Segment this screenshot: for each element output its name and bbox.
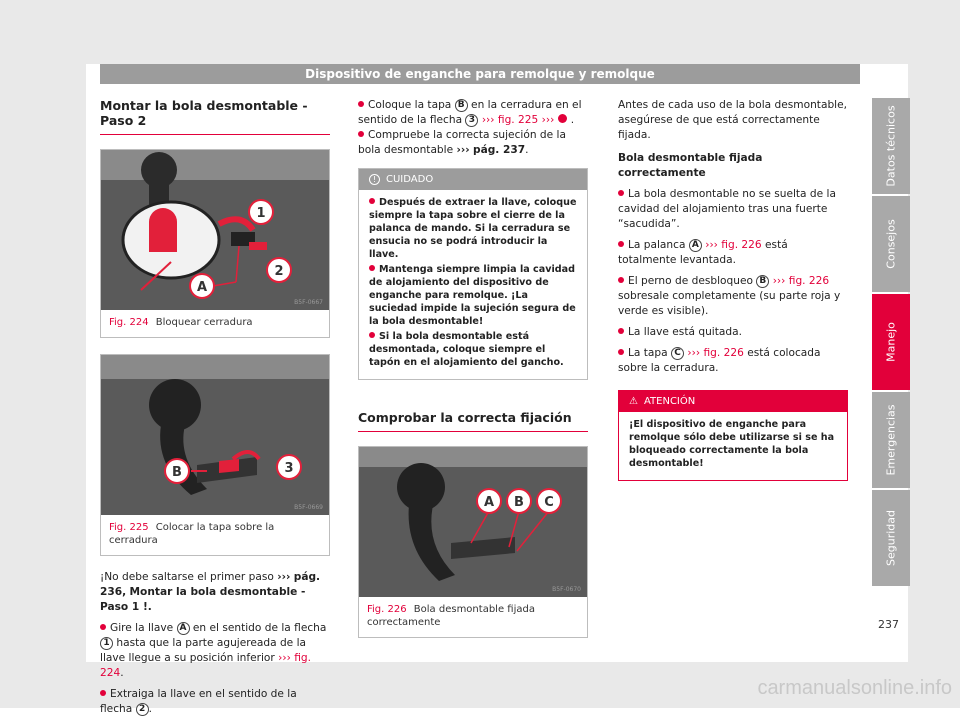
figure-label: Fig. 226 <box>367 604 407 615</box>
text: en la cerradura en el sentido de la flecha <box>358 99 582 126</box>
warning-text: ¡El dispositivo de enganche para remolque sólo debe utilizarse si se ha bloqueado correctamente la bola desmontable! <box>629 419 835 469</box>
tow-hook-check-illustration <box>359 447 587 597</box>
intro-paragraph: Antes de cada uso de la bola desmontable, asegúrese de que está correctamente fijada. <box>618 99 848 141</box>
text: Coloque la tapa <box>368 99 452 111</box>
caution-item <box>369 330 577 369</box>
marker-B: B <box>172 465 182 480</box>
key-marker: B <box>455 99 468 112</box>
key-marker: C <box>671 347 684 360</box>
figure-link[interactable]: fig. 226 <box>788 275 830 287</box>
arrows-icon: ››› <box>481 114 495 126</box>
bullet-icon <box>369 332 375 338</box>
intro-paragraph <box>100 570 330 615</box>
marker-A: A <box>483 495 495 510</box>
figure-225-image <box>101 355 329 515</box>
bullet-icon <box>618 328 624 334</box>
tab-label: Manejo <box>884 322 898 362</box>
text: La bola desmontable no se suelta de la cavidad del alojamiento tras una fuerte “sacudida”. <box>618 188 836 230</box>
arrows-icon: ››› <box>456 144 470 156</box>
figure-caption-text: Bloquear cerradura <box>155 317 253 328</box>
caution-body <box>359 190 587 379</box>
marker-C: C <box>544 495 554 510</box>
bullet-icon <box>618 241 624 247</box>
section-title: Comprobar la correcta fijación <box>358 410 588 432</box>
warning-body <box>619 412 847 480</box>
figure-link[interactable]: fig. 226 <box>703 347 744 359</box>
text: La tapa <box>628 347 668 359</box>
page-link[interactable]: pág. 237 <box>472 144 526 156</box>
page-link[interactable]: pág. 236, <box>100 571 321 598</box>
text: está totalmente levantada. <box>618 239 788 266</box>
tab-label: Emergencias <box>884 404 898 476</box>
caution-box <box>358 168 588 380</box>
step-marker: 3 <box>465 114 478 127</box>
column-2 <box>358 98 588 638</box>
bullet-icon <box>100 624 106 630</box>
list-item <box>618 238 848 268</box>
tab-label: Datos técnicos <box>884 105 898 187</box>
figure-226 <box>358 446 588 638</box>
list-item <box>618 274 848 319</box>
tab-datos-tecnicos[interactable] <box>872 98 910 194</box>
warning-title: ATENCIÓN <box>643 396 696 407</box>
figure-226-image <box>359 447 587 597</box>
figure-224-image <box>101 150 329 310</box>
page-number: 237 <box>878 618 899 631</box>
chapter-tabs <box>872 98 910 588</box>
figure-label: Fig. 224 <box>109 317 149 328</box>
marker-1: 1 <box>256 206 266 221</box>
text: Después de extraer la llave, coloque siempre la tapa sobre el cierre de la palanca de mando. Si la cerradura se ensucia no se podrá introducir la llave. <box>369 197 577 260</box>
text: sobresale completamente (su parte roja y verde es visible). <box>618 290 841 317</box>
text: . <box>148 703 152 715</box>
warning-header <box>619 391 847 412</box>
caution-header <box>359 169 587 190</box>
figure-code: B5F-0669 <box>294 504 323 511</box>
figure-caption <box>359 597 587 637</box>
tow-hook-cap-illustration <box>101 355 329 515</box>
text: Si la bola desmontable está desmontada, coloque siempre el tapón en el alojamiento del gancho. <box>369 331 564 368</box>
text: Mantenga siempre limpia la cavidad de alojamiento del dispositivo de enganche para remolque. ¡La suciedad impide la sujeción segura de la bola desmontable! <box>369 264 576 327</box>
bullet-icon <box>618 190 624 196</box>
list-item: Coloque la tapa B en la cerradura en el sentido de la flecha 3 ››› fig. 225 ››› . <box>358 99 582 126</box>
figure-caption-text: Bola desmontable fijada correctamente <box>367 604 535 628</box>
caution-icon <box>558 114 567 123</box>
figure-225 <box>100 354 330 556</box>
key-marker: A <box>689 239 702 252</box>
text: Extraiga la llave en el sentido de la flecha <box>100 688 297 715</box>
step-marker: 1 <box>100 637 113 650</box>
tab-consejos[interactable] <box>872 196 910 292</box>
list-item <box>618 346 848 376</box>
arrows-icon: ››› <box>705 239 718 251</box>
bullet-icon <box>358 131 364 137</box>
marker-B: B <box>514 495 524 510</box>
bullet-icon <box>369 198 375 204</box>
text: hasta que la parte agujereada de la llave llegue a su posición inferior <box>100 637 307 664</box>
figure-caption <box>101 310 329 337</box>
warning-box <box>618 390 848 481</box>
text: Montar la bola desmontable - Paso 1 !. <box>100 586 306 613</box>
tow-hook-lock-illustration <box>101 150 329 310</box>
key-marker: A <box>177 622 190 635</box>
list-item <box>618 187 848 232</box>
tab-seguridad[interactable] <box>872 490 910 586</box>
bullet-icon <box>358 101 364 107</box>
key-marker: B <box>756 275 769 288</box>
tab-label: Seguridad <box>884 510 898 566</box>
arrows-icon: ››› <box>277 571 291 583</box>
caution-title: CUIDADO <box>386 174 434 185</box>
list-item <box>358 128 588 158</box>
text: . <box>525 144 529 156</box>
text: La llave está quitada. <box>628 326 742 338</box>
warning-triangle-icon: ⚠ <box>629 396 638 407</box>
text: ¡No debe saltarse el primer paso <box>100 571 274 583</box>
tab-label: Consejos <box>884 219 898 269</box>
info-icon: ! <box>369 174 380 185</box>
text: en el sentido de la flecha <box>192 622 327 634</box>
text: Compruebe la correcta sujeción de la bola desmontable <box>358 129 566 156</box>
marker-3: 3 <box>284 461 294 476</box>
column-1 <box>100 98 330 717</box>
figure-label: Fig. 225 <box>109 522 149 533</box>
marker-2: 2 <box>274 264 284 279</box>
list-item <box>618 325 848 340</box>
figure-code: B5F-0667 <box>294 299 323 306</box>
text: . <box>120 667 124 679</box>
subheading: Bola desmontable fijada correctamente <box>618 152 763 179</box>
figure-code: B5F-0670 <box>552 586 581 593</box>
tab-emergencias[interactable] <box>872 392 910 488</box>
text: El perno de desbloqueo <box>628 275 753 287</box>
tab-manejo[interactable] <box>872 294 910 390</box>
figure-link[interactable]: fig. 225 <box>497 114 539 126</box>
text: La palanca <box>628 239 686 251</box>
list-item <box>100 687 330 717</box>
bullet-icon <box>618 277 624 283</box>
figure-caption <box>101 515 329 555</box>
arrows-icon: ››› <box>772 275 786 287</box>
figure-224 <box>100 149 330 338</box>
page-header: Dispositivo de enganche para remolque y remolque <box>100 64 860 84</box>
caution-item <box>369 263 577 328</box>
step-marker: 2 <box>136 703 149 716</box>
figure-caption-text: Colocar la tapa sobre la cerradura <box>109 522 275 546</box>
arrows-icon: ››› <box>278 652 291 664</box>
caution-item <box>369 196 577 261</box>
text: Gire la llave <box>110 622 174 634</box>
figure-link[interactable]: fig. 226 <box>721 239 762 251</box>
bullet-icon <box>618 349 624 355</box>
figure-link[interactable]: fig. 224 <box>100 652 311 679</box>
list-item <box>100 621 330 681</box>
bullet-icon <box>369 265 375 271</box>
column-3 <box>618 98 848 481</box>
arrows-icon: ››› <box>541 114 555 126</box>
bullet-icon <box>100 690 106 696</box>
text: está colocada sobre la cerradura. <box>618 347 821 374</box>
arrows-icon: ››› <box>687 347 701 359</box>
watermark: carmanualsonline.info <box>757 677 952 699</box>
section-title: Montar la bola desmontable - Paso 2 <box>100 98 330 135</box>
marker-A: A <box>196 280 208 295</box>
